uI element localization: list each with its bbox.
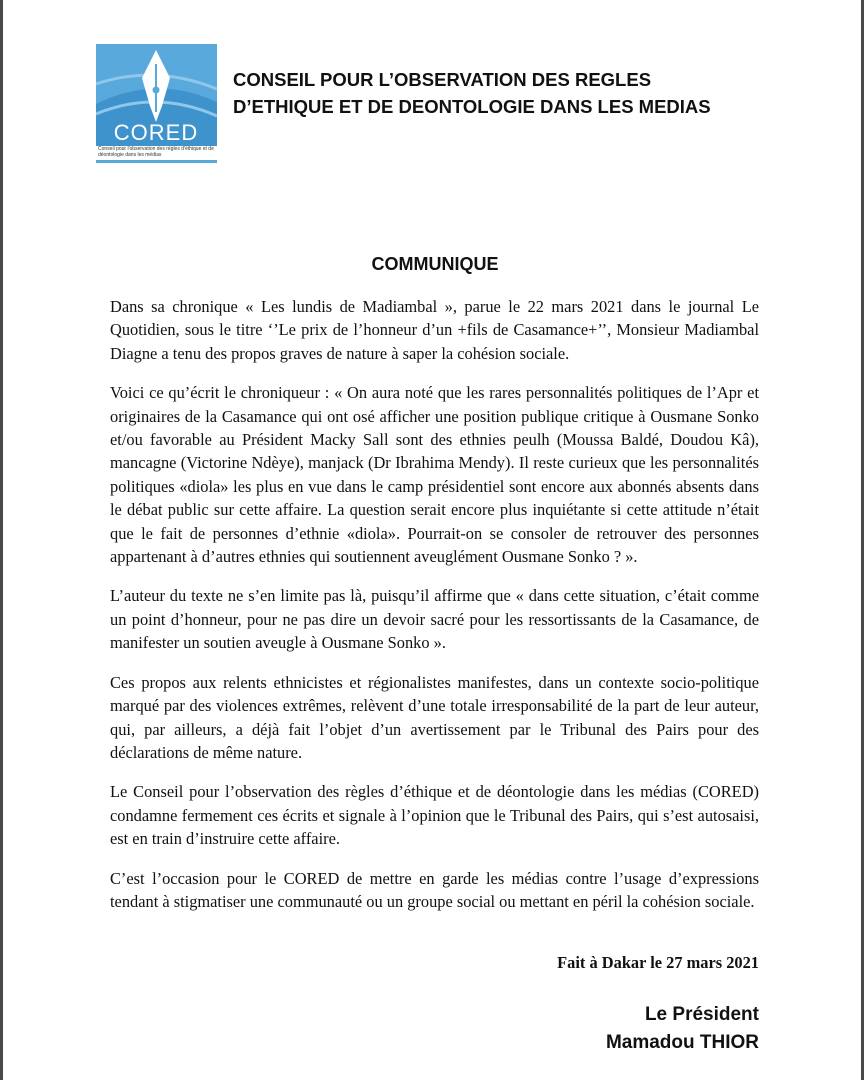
logo-tagline: Conseil pour l'observation des règles d'éthique et de déontologie dans les médias xyxy=(98,146,214,158)
logo-word: CORED xyxy=(113,120,199,145)
logo-rule xyxy=(96,160,217,163)
paragraph-6: C’est l’occasion pour le CORED de mettre en garde les médias contre l’usage d’expressions tendant à stigmatiser une communauté ou un groupe social ou mettant en péril la cohésion sociale. xyxy=(110,868,759,911)
communique-title: COMMUNIQUE xyxy=(371,254,499,274)
organization-name-line-2: D’ETHIQUE ET DE DEONTOLOGIE DANS LES MEDIAS xyxy=(233,96,711,117)
paragraph-4: Ces propos aux relents ethnicistes et régionalistes manifestes, dans un contexte socio-politique marqué par des violences extrêmes, relèvent d’une totale irresponsabilité de la part de leur auteur, qui, par ailleurs, a déjà fait l’objet d’un avertissement par le Tribunal des Pairs pour des déclarations de même nature. xyxy=(110,672,759,762)
organization-name xyxy=(233,66,793,120)
paragraph-2: Voici ce qu’écrit le chroniqueur : « On aura noté que les rares personnalités politiques de l’Apr et originaires de la Casamance qui ont osé afficher une position publique critique à Ousmane Sonko et/ou favorable au Président Macky Sall sont des ethnies peulh (Moussa Baldé, Doudou Kâ), mancagne (Victorine Ndèye), manjack (Dr Ibrahima Mendy). Il reste curieux que les personnalités politiques «diola» les plus en vue dans le camp présidentiel sont encore aux abonnés absents dans le débat public sur cette affaire. La question serait encore plus inquiétante si cette attitude n’était que le fait de personnes d’ethnie «diola». Pourrait-on se consoler de retrouver des personnes appartenant à d’autres ethnies qui soutiennent aveuglément Ousmane Sonko ? ». xyxy=(110,383,759,567)
document-page xyxy=(3,0,861,1080)
communique-body xyxy=(110,295,759,929)
cored-logo xyxy=(96,44,217,164)
date-line: Fait à Dakar le 27 mars 2021 xyxy=(557,953,759,972)
signature-block xyxy=(453,1001,759,1057)
signature-name: Mamadou THIOR xyxy=(605,1032,759,1053)
paragraph-1: Dans sa chronique « Les lundis de Madiambal », parue le 22 mars 2021 dans le journal Le Quotidien, sous le titre ‘’Le prix de l’honneur d’un +fils de Casamance+’’, Monsieur Madiambal Diagne a tenu des propos graves de nature à saper la cohésion sociale. xyxy=(110,297,759,363)
organization-name-line-1: CONSEIL POUR L’OBSERVATION DES REGLES xyxy=(233,69,652,90)
paragraph-3: L’auteur du texte ne s’en limite pas là, puisqu’il affirme que « dans cette situation, c’était comme un point d’honneur, pour ne pas dire un devoir sacré pour les ressortissants de la Casamance, de manifester un soutien aveugle à Ousmane Sonko ». xyxy=(110,586,759,653)
signature-role: Le Président xyxy=(644,1004,759,1025)
fountain-pen-icon xyxy=(96,44,217,146)
logo-emblem xyxy=(96,44,217,146)
paragraph-5: Le Conseil pour l’observation des règles d’éthique et de déontologie dans les médias (CORED) condamne fermement ces écrits et signale à l’opinion que le Tribunal des Pairs, qui s’est autosaisi, est en train d’instruire cette affaire. xyxy=(110,782,759,849)
